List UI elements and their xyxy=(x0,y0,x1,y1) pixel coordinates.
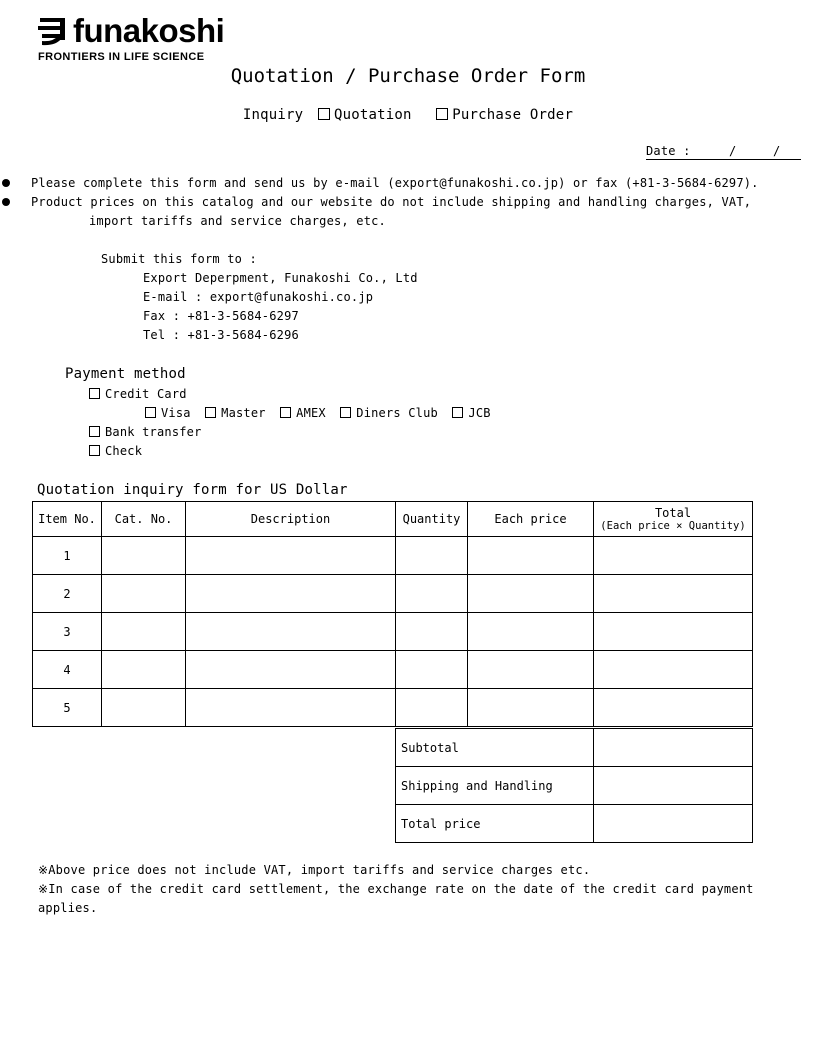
credit-card-checkbox[interactable] xyxy=(89,388,100,399)
submit-line: Export Deperpment, Funakoshi Co., Ltd xyxy=(143,271,418,285)
description-cell[interactable] xyxy=(186,689,396,727)
quantity-cell[interactable] xyxy=(396,613,468,651)
footnote-line: ※Above price does not include VAT, import tariffs and service charges etc. xyxy=(38,863,591,877)
cat-no-cell[interactable] xyxy=(102,613,186,651)
master-label: Master xyxy=(221,406,266,420)
quantity-cell[interactable] xyxy=(396,689,468,727)
note-line: Please complete this form and send us by e-mail (export@funakoshi.co.jp) or fax (+81-3-5684-6297). xyxy=(31,176,759,190)
each-price-cell[interactable] xyxy=(468,575,594,613)
shipping-row xyxy=(396,767,753,805)
quotation-checkbox[interactable] xyxy=(318,108,330,120)
table-header-row xyxy=(33,502,753,537)
description-cell[interactable] xyxy=(186,613,396,651)
header-item-no: Item No. xyxy=(33,502,102,537)
each-price-cell[interactable] xyxy=(468,651,594,689)
header-cat-no: Cat. No. xyxy=(102,502,186,537)
total-cell[interactable] xyxy=(594,575,753,613)
jcb-checkbox[interactable] xyxy=(452,407,463,418)
visa-label: Visa xyxy=(161,406,191,420)
header-total-sub: (Each price × Quantity) xyxy=(600,520,746,532)
quotation-label: Quotation xyxy=(333,107,412,123)
amex-checkbox[interactable] xyxy=(280,407,291,418)
jcb-label: JCB xyxy=(468,406,491,420)
item-number: 3 xyxy=(33,613,102,651)
master-checkbox[interactable] xyxy=(205,407,216,418)
check-label: Check xyxy=(105,444,143,458)
submit-line: Fax : +81-3-5684-6297 xyxy=(143,309,299,323)
shipping-value-cell[interactable] xyxy=(594,767,753,805)
summary-table xyxy=(395,728,753,843)
company-logo xyxy=(37,14,237,66)
total-price-value-cell[interactable] xyxy=(594,805,753,843)
credit-card-label: Credit Card xyxy=(105,387,187,401)
logo-wordmark: funakoshi xyxy=(73,12,225,49)
funakoshi-logo-icon xyxy=(38,18,70,46)
note-line: Product prices on this catalog and our website do not include shipping and handling charges, VAT, xyxy=(31,195,752,209)
diners-club-checkbox[interactable] xyxy=(340,407,351,418)
footnote-line: applies. xyxy=(38,901,98,915)
bank-transfer-checkbox[interactable] xyxy=(89,426,100,437)
diners-club-label: Diners Club xyxy=(356,406,438,420)
header-total-label: Total xyxy=(654,506,692,520)
submit-heading: Submit this form to : xyxy=(101,252,257,266)
header-description: Description xyxy=(186,502,396,537)
cat-no-cell[interactable] xyxy=(102,575,186,613)
check-checkbox[interactable] xyxy=(89,445,100,456)
description-cell[interactable] xyxy=(186,651,396,689)
quotation-table xyxy=(32,501,753,727)
bank-transfer-option[interactable] xyxy=(89,425,202,439)
bullet-icon xyxy=(2,179,10,187)
each-price-cell[interactable] xyxy=(468,613,594,651)
total-cell[interactable] xyxy=(594,651,753,689)
item-number: 4 xyxy=(33,651,102,689)
header-total xyxy=(594,502,753,537)
table-row xyxy=(33,689,753,727)
date-label: Date : xyxy=(646,144,691,158)
purchase-order-label: Purchase Order xyxy=(452,107,574,123)
description-cell[interactable] xyxy=(186,537,396,575)
logo-tagline: FRONTIERS IN LIFE SCIENCE xyxy=(38,51,205,63)
table-row xyxy=(33,575,753,613)
description-cell[interactable] xyxy=(186,575,396,613)
total-cell[interactable] xyxy=(594,689,753,727)
submit-line: Tel : +81-3-5684-6296 xyxy=(143,328,299,342)
header-each-price: Each price xyxy=(468,502,594,537)
cat-no-cell[interactable] xyxy=(102,689,186,727)
cat-no-cell[interactable] xyxy=(102,537,186,575)
card-type-row xyxy=(145,406,491,420)
table-row xyxy=(33,613,753,651)
each-price-cell[interactable] xyxy=(468,689,594,727)
total-cell[interactable] xyxy=(594,613,753,651)
page-title: Quotation / Purchase Order Form xyxy=(230,65,586,87)
purchase-order-checkbox[interactable] xyxy=(436,108,448,120)
total-price-row xyxy=(396,805,753,843)
total-cell[interactable] xyxy=(594,537,753,575)
credit-card-option[interactable] xyxy=(89,387,187,401)
subtotal-label: Subtotal xyxy=(396,729,594,767)
table-row xyxy=(33,537,753,575)
visa-checkbox[interactable] xyxy=(145,407,156,418)
amex-label: AMEX xyxy=(296,406,326,420)
cat-no-cell[interactable] xyxy=(102,651,186,689)
payment-heading: Payment method xyxy=(65,366,186,382)
inquiry-label: Inquiry xyxy=(242,107,304,123)
quantity-cell[interactable] xyxy=(396,537,468,575)
note-line: import tariffs and service charges, etc. xyxy=(89,214,386,228)
each-price-cell[interactable] xyxy=(468,537,594,575)
bank-transfer-label: Bank transfer xyxy=(105,425,202,439)
date-field[interactable] xyxy=(646,144,801,160)
table-caption: Quotation inquiry form for US Dollar xyxy=(37,482,348,498)
item-number: 1 xyxy=(33,537,102,575)
item-number: 5 xyxy=(33,689,102,727)
date-separator: / xyxy=(729,144,737,158)
item-number: 2 xyxy=(33,575,102,613)
quantity-cell[interactable] xyxy=(396,575,468,613)
footnote-line: ※In case of the credit card settlement, the exchange rate on the date of the credit card payment xyxy=(38,882,754,896)
quantity-cell[interactable] xyxy=(396,651,468,689)
subtotal-row xyxy=(396,729,753,767)
date-separator: / xyxy=(773,144,781,158)
table-row xyxy=(33,651,753,689)
bullet-icon xyxy=(2,198,10,206)
total-price-label: Total price xyxy=(396,805,594,843)
submit-line: E-mail : export@funakoshi.co.jp xyxy=(143,290,374,304)
header-quantity: Quantity xyxy=(396,502,468,537)
subtotal-value-cell[interactable] xyxy=(594,729,753,767)
check-option[interactable] xyxy=(89,444,142,458)
shipping-label: Shipping and Handling xyxy=(396,767,594,805)
form-type-row xyxy=(0,107,816,123)
